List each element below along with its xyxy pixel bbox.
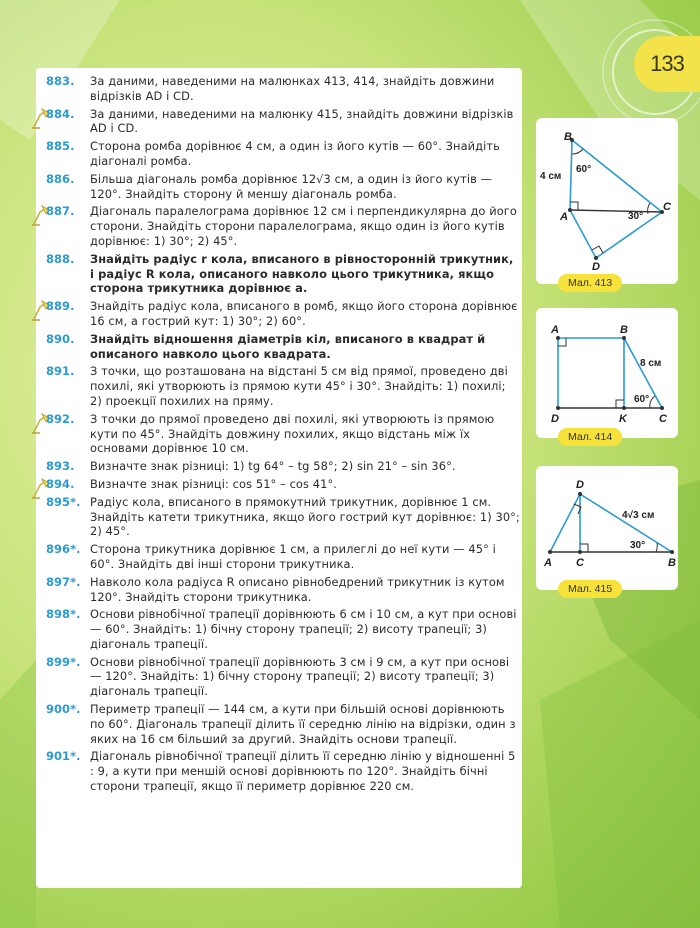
fig414-side: 8 см (640, 358, 662, 369)
fig415-side: 4√3 см (622, 510, 655, 521)
fig414-label-d: D (551, 413, 559, 425)
problem-item (46, 749, 520, 793)
fig413-angle-c: 30° (628, 211, 644, 222)
problem-number: 896*. (46, 542, 81, 557)
problem-item (46, 107, 520, 137)
problem-text: З точки, що розташована на відстані 5 см від прямої, проведено дві похилі, які утворюють із прямою кути 45° і 30°. Знайдіть: 1) похилі; 2) проекції похилих на пряму. (90, 364, 508, 408)
figure-413-drawing (536, 118, 678, 284)
problem-text: Визначте знак різниці: cos 51° – cos 41°. (90, 476, 337, 491)
problem-number: 897*. (46, 574, 81, 589)
problem-item (46, 477, 520, 492)
problem-item (46, 702, 520, 746)
problem-number: 900*. (46, 702, 81, 717)
problem-item (46, 252, 520, 296)
fig414-angle: 60° (634, 394, 650, 405)
fig415-angle: 30° (630, 540, 646, 551)
problem-text: Знайдіть радіус r кола, вписаного в рівносторонній трикутник, і радіус R кола, описаного навколо цього трикутника, якщо сторона трикутника дорівнює a. (90, 251, 514, 296)
problem-item (46, 74, 520, 104)
fig415-label-d: D (576, 479, 584, 491)
fig413-label-d: D (592, 261, 600, 273)
problem-number: 893. (46, 459, 75, 474)
problem-number: 886. (46, 171, 75, 186)
problem-number: 890. (46, 331, 75, 346)
problem-item (46, 332, 520, 362)
fig415-label-a: A (544, 557, 552, 569)
figure-413-caption: Мал. 413 (558, 274, 622, 292)
problem-number: 901*. (46, 749, 81, 764)
problem-number: 899*. (46, 654, 81, 669)
figure-414-drawing (536, 308, 678, 438)
problem-item (46, 607, 520, 651)
problem-number: 892. (46, 411, 75, 426)
problem-text: Основи рівнобічної трапеції дорівнюють 6 см і 10 см, а кут при основі — 60°. Знайдіть: 1) бічну сторону трапеції; 2) висоту трапеції; 3) діагональ трапеції. (90, 607, 517, 651)
fig413-label-a: A (560, 211, 568, 223)
problem-number: 891. (46, 364, 75, 379)
fig415-label-c: C (576, 557, 584, 569)
problem-item (46, 139, 520, 169)
problem-number: 894. (46, 476, 75, 491)
problem-number: 888. (46, 251, 75, 266)
problem-number: 884. (46, 106, 75, 121)
problem-text: Основи рівнобічної трапеції дорівнюють 3 см і 9 см, а кут при основі — 120°. Знайдіть: 1) бічну сторону трапеції; 2) висоту трапеції; 3) діагональ трапеції. (90, 654, 510, 699)
problem-item (46, 364, 520, 408)
figure-414 (536, 308, 678, 443)
problem-number: 895*. (46, 494, 81, 509)
figure-415 (536, 466, 678, 595)
problem-number: 883. (46, 74, 75, 88)
problem-text: Діагональ рівнобічної трапеції ділить її середню лінію у відношенні 5 : 9, а кути при меншій основі дорівнюють по 120°. Знайдіть бічні сторони трапеції, якщо її периметр дорівнює 220 см. (90, 749, 516, 794)
problem-text: Знайдіть радіус кола, вписаного в ромб, якщо його сторона дорівнює 16 см, а гострий кут: 1) 30°; 2) 60°. (90, 299, 518, 328)
fig413-label-c: C (663, 201, 671, 213)
problem-text: Знайдіть відношення діаметрів кіл, вписаного в квадрат й описаного навколо цього квадрата. (90, 331, 486, 361)
fig414-label-k: K (619, 413, 627, 425)
figure-415-caption: Мал. 415 (558, 580, 622, 598)
problem-text: За даними, наведеними на малюнках 413, 414, знайдіть довжини відрізків AD і CD. (90, 74, 495, 103)
problem-text: З точки до прямої проведено дві похилі, які утворюють із прямою кути по 45°. Знайдіть довжину похилих, якщо відстань між їх основами дорівнює 10 см. (90, 411, 495, 456)
problem-number: 885. (46, 139, 75, 154)
problem-item (46, 172, 520, 202)
problem-text: Діагональ паралелограма дорівнює 12 см і перпендикулярна до його сторони. Знайдіть сторони паралелограма, якщо один із його кутів дорівнює: 1) 30°; 2) 45°. (90, 204, 517, 248)
fig414-label-c: C (659, 413, 667, 425)
problems-panel (36, 68, 522, 888)
problem-text: Сторона ромба дорівнює 4 см, а один із його кутів — 60°. Знайдіть діагоналі ромба. (90, 139, 500, 168)
problem-item (46, 542, 520, 572)
figure-413 (536, 118, 678, 289)
problem-text: За даними, наведеними на малюнку 415, знайдіть довжини відрізків AD і CD. (90, 106, 514, 136)
problem-list (46, 74, 520, 797)
figure-415-drawing (536, 466, 678, 590)
problem-number: 887. (46, 204, 75, 219)
problem-number: 898*. (46, 607, 81, 622)
problem-item (46, 412, 520, 456)
problem-text: Навколо кола радіуса R описано рівнобедрений трикутник із кутом 120°. Знайдіть сторони трикутника. (90, 574, 505, 604)
fig414-label-a: A (551, 324, 559, 336)
fig413-angle-b: 60° (576, 164, 592, 175)
problem-text: Більша діагональ ромба дорівнює 12√3 см, а один із його кутів — 120°. Знайдіть сторону й меншу діагональ ромба. (90, 171, 493, 201)
problem-item (46, 655, 520, 699)
problem-text: Радіус кола, вписаного в прямокутний трикутник, дорівнює 1 см. Знайдіть катети трикутника, якщо його гострий кут дорівнює: 1) 30°; 2) 45°. (90, 494, 520, 539)
figure-414-caption: Мал. 414 (558, 428, 622, 446)
problem-item (46, 204, 520, 248)
problem-item (46, 459, 520, 474)
problem-text: Сторона трикутника дорівнює 1 см, а прилеглі до неї кути — 45° і 60°. Знайдіть дві інші сторони трикутника. (90, 542, 496, 571)
fig415-label-b: B (668, 557, 676, 569)
problem-text: Периметр трапеції — 144 см, а кути при більшій основі дорівнюють по 60°. Діагональ трапеції ділить її середню лінію на відрізки, один з яких на 16 см більший за другий. Знайдіть основи трапеції. (90, 702, 516, 746)
problem-item (46, 299, 520, 329)
problem-text: Визначте знак різниці: 1) tg 64° – tg 58°; 2) sin 21° – sin 36°. (90, 459, 456, 474)
fig413-label-b: B (564, 131, 572, 143)
fig414-label-b: B (620, 324, 628, 336)
problem-item (46, 495, 520, 539)
fig413-side: 4 см (540, 171, 562, 182)
page-number: 133 (634, 36, 700, 92)
problem-number: 889. (46, 299, 75, 314)
problem-item (46, 575, 520, 605)
